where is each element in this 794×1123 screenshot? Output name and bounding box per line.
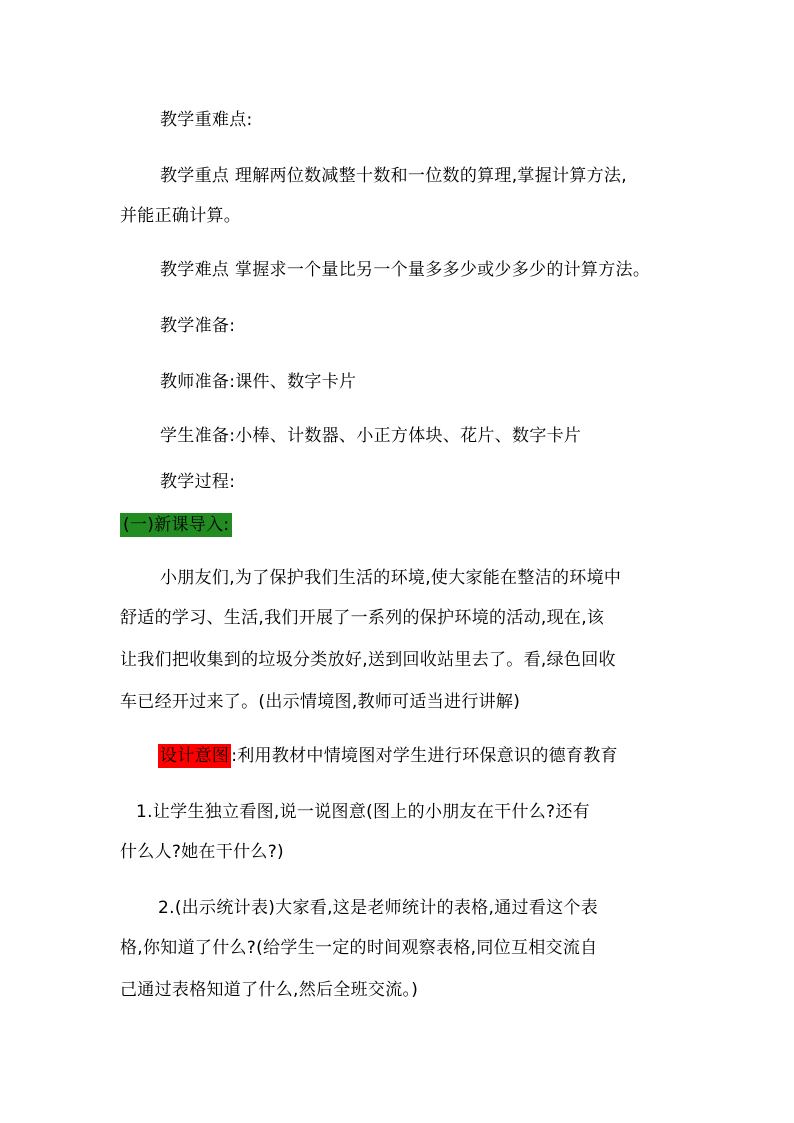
teaching-focus-line2 — [120, 204, 241, 228]
student-preparation — [160, 424, 581, 448]
intro-text-line4: 车已经开过来了。(出示情境图,教师可适当进行讲解) — [120, 692, 521, 712]
design-intent-colon: : — [231, 746, 238, 766]
intro-text-line2: 舒适的学习、生活,我们开展了一系列的保护环境的活动,现在,该 — [120, 608, 605, 628]
intro-text-line1: 小朋友们,为了保护我们生活的环境,使大家能在整洁的环境中 — [160, 568, 622, 588]
design-intent-text: 利用教材中情境图对学生进行环保意识的德育教育 — [237, 746, 618, 766]
design-intent-line — [158, 744, 618, 768]
heading-teaching-process-text: 教学过程: — [160, 472, 236, 492]
heading-teaching-process — [160, 470, 235, 494]
teaching-focus-text-cont: 并能正确计算。 — [120, 206, 242, 226]
intro-text-line3: 让我们把收集到的垃圾分类放好,送到回收站里去了。看,绿色回收 — [120, 650, 616, 670]
heading-teaching-preparation — [160, 314, 235, 338]
item-2-text-line2: 格,你知道了什么?(给学生一定的时间观察表格,同位互相交流自 — [120, 938, 598, 958]
teaching-difficulty-line — [160, 258, 650, 282]
teaching-difficulty-label: 教学难点 — [160, 260, 230, 280]
intro-paragraph-line3 — [120, 648, 616, 672]
heading-teaching-difficulty — [160, 108, 253, 132]
teaching-difficulty-text: 掌握求一个量比另一个量多多少或少多少的计算方法。 — [234, 260, 651, 280]
heading-teaching-difficulty-text: 教学重难点: — [160, 110, 253, 130]
item-2-text-line3: 己通过表格知道了什么,然后全班交流。) — [120, 980, 419, 1000]
item-1-line1 — [136, 800, 590, 824]
intro-paragraph-line1 — [160, 566, 621, 590]
teaching-focus-line1 — [160, 164, 627, 188]
item-1-text-line1: 1.让学生独立看图,说一说图意(图上的小朋友在干什么?还有 — [136, 802, 590, 822]
teacher-preparation — [160, 370, 356, 394]
item-1-line2 — [120, 840, 284, 864]
item-1-text-line2: 什么人?她在干什么?) — [120, 842, 284, 862]
teacher-preparation-text: 教师准备:课件、数字卡片 — [160, 372, 357, 392]
section-new-lesson-intro-title: (一)新课导入: — [120, 513, 232, 537]
heading-teaching-preparation-text: 教学准备: — [160, 316, 236, 336]
teaching-focus-text: 理解两位数减整十数和一位数的算理,掌握计算方法, — [234, 166, 627, 186]
item-2-line2 — [120, 936, 597, 960]
student-preparation-text: 学生准备:小棒、计数器、小正方体块、花片、数字卡片 — [160, 426, 582, 446]
intro-paragraph-line4 — [120, 690, 520, 714]
item-2-line1 — [158, 896, 598, 920]
item-2-line3 — [120, 978, 418, 1002]
intro-paragraph-line2 — [120, 606, 604, 630]
item-2-text-line1: 2.(出示统计表)大家看,这是老师统计的表格,通过看这个表 — [158, 898, 598, 918]
teaching-focus-label: 教学重点 — [160, 166, 230, 186]
design-intent-label: 设计意图 — [160, 746, 230, 766]
section-new-lesson-intro — [120, 513, 232, 537]
